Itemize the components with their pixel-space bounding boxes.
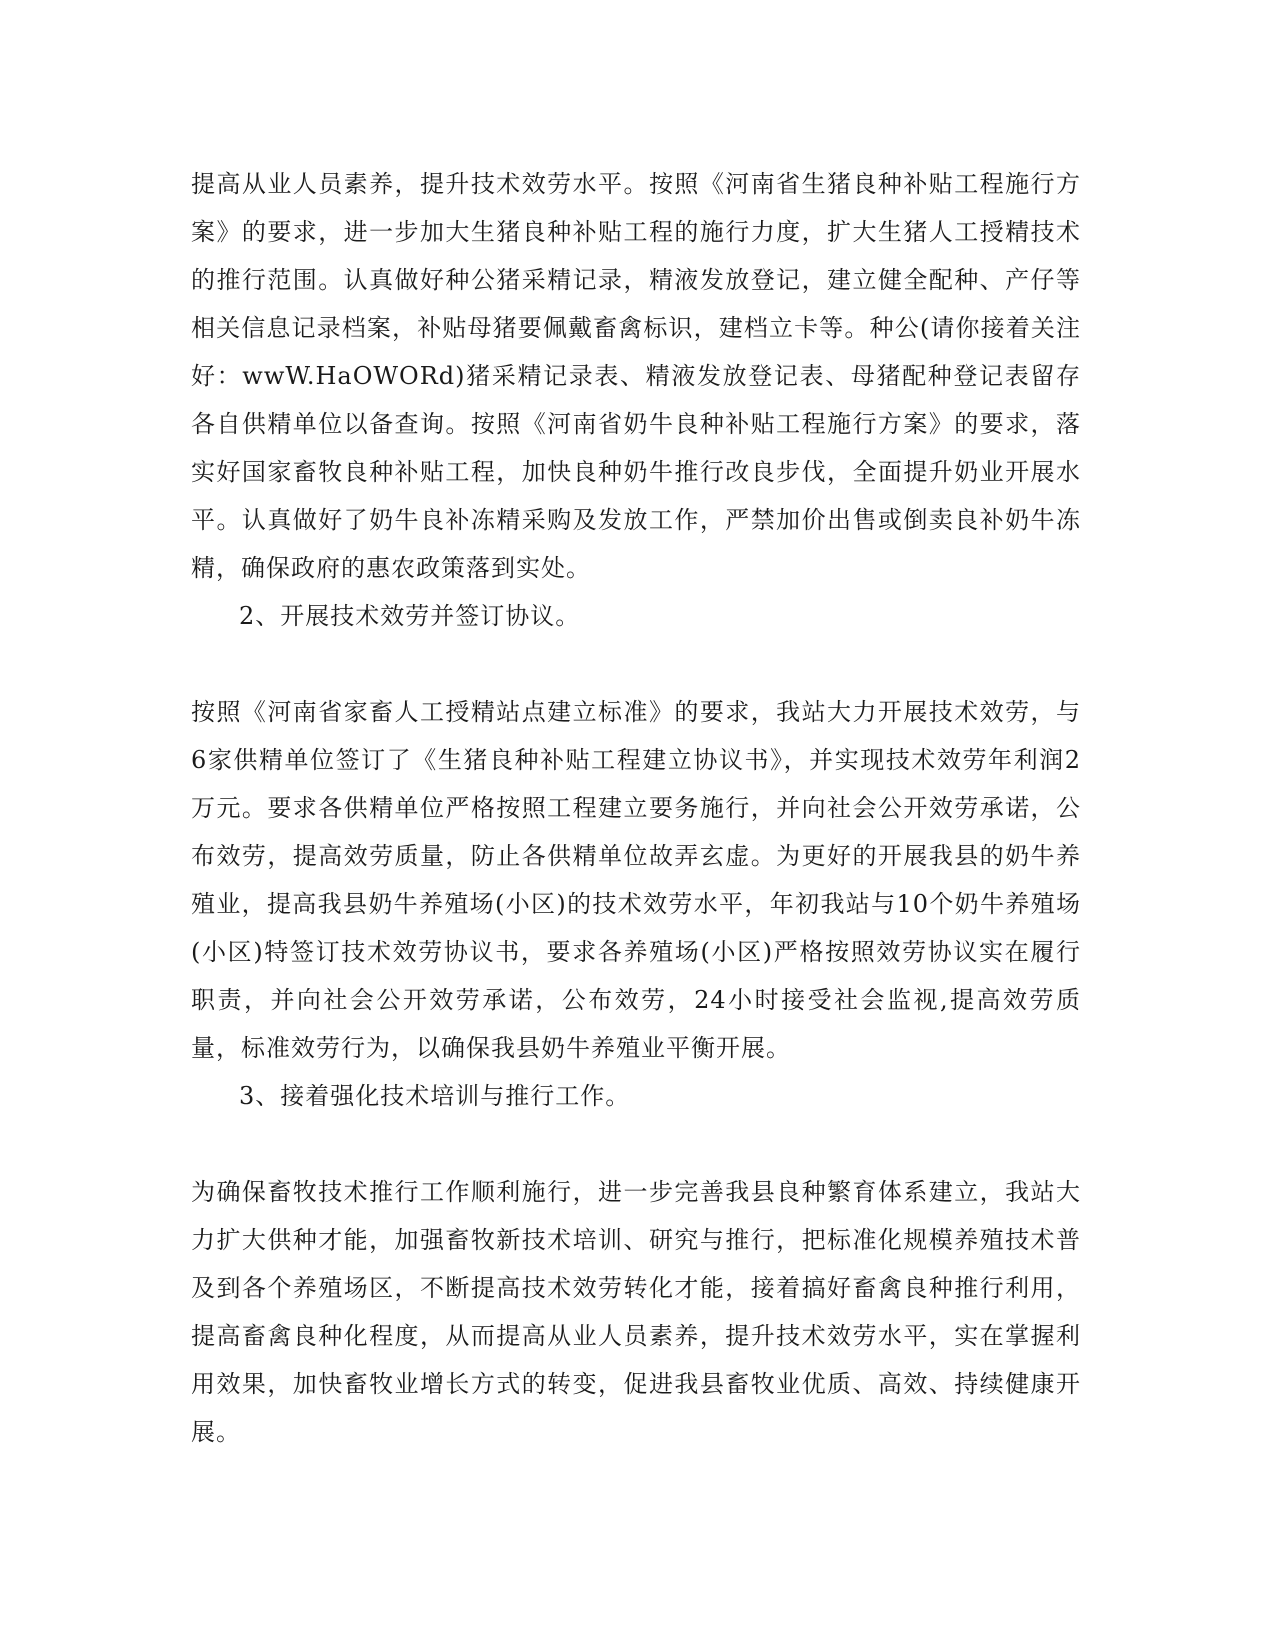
paragraph-2: 按照《河南省家畜人工授精站点建立标准》的要求，我站大力开展技术效劳，与6家供精单位签订了《生猪良种补贴工程建立协议书》，并实现技术效劳年利润2万元。要求各供精单位严格按照工程建立要务施行，并向社会公开效劳承诺，公布效劳，提高效劳质量，防止各供精单位故弄玄虚。为更好的开展我县的奶牛养殖业，提高我县奶牛养殖场(小区)的技术效劳水平，年初我站与10个奶牛养殖场(小区)特签订技术效劳协议书，要求各养殖场(小区)严格按照效劳协议实在履行职责，并向社会公开效劳承诺，公布效劳，24小时接受社会监视,提高效劳质量，标准效劳行为，以确保我县奶牛养殖业平衡开展。 xyxy=(191,698,1081,1062)
paragraph-1: 提高从业人员素养，提升技术效劳水平。按照《河南省生猪良种补贴工程施行方案》的要求，进一步加大生猪良种补贴工程的施行力度，扩大生猪人工授精技术的推行范围。认真做好种公猪采精记录，精液发放登记，建立健全配种、产仔等相关信息记录档案，补贴母猪要佩戴畜禽标识，建档立卡等。种公(请你接着关注好：wwW.HaOWORd)猪采精记录表、精液发放登记表、母猪配种登记表留存各自供精单位以备查询。按照《河南省奶牛良种补贴工程施行方案》的要求，落实好国家畜牧良种补贴工程，加快良种奶牛推行改良步伐，全面提升奶业开展水平。认真做好了奶牛良补冻精采购及发放工作，严禁加价出售或倒卖良补奶牛冻精，确保政府的惠农政策落到实处。 xyxy=(191,170,1081,582)
paragraph-gap xyxy=(191,640,1081,688)
paragraph-gap xyxy=(191,1120,1081,1168)
section-heading-3: 3、接着强化技术培训与推行工作。 xyxy=(239,1082,631,1110)
section-heading-2: 2、开展技术效劳并签订协议。 xyxy=(239,602,581,630)
paragraph-3: 为确保畜牧技术推行工作顺利施行，进一步完善我县良种繁育体系建立，我站大力扩大供种才能，加强畜牧新技术培训、研究与推行，把标准化规模养殖技术普及到各个养殖场区，不断提高技术效劳转化才能，接着搞好畜禽良种推行利用，提高畜禽良种化程度，从而提高从业人员素养，提升技术效劳水平，实在掌握利用效果，加快畜牧业增长方式的转变，促进我县畜牧业优质、高效、持续健康开展。 xyxy=(191,1178,1081,1446)
document-body xyxy=(191,160,1081,1456)
